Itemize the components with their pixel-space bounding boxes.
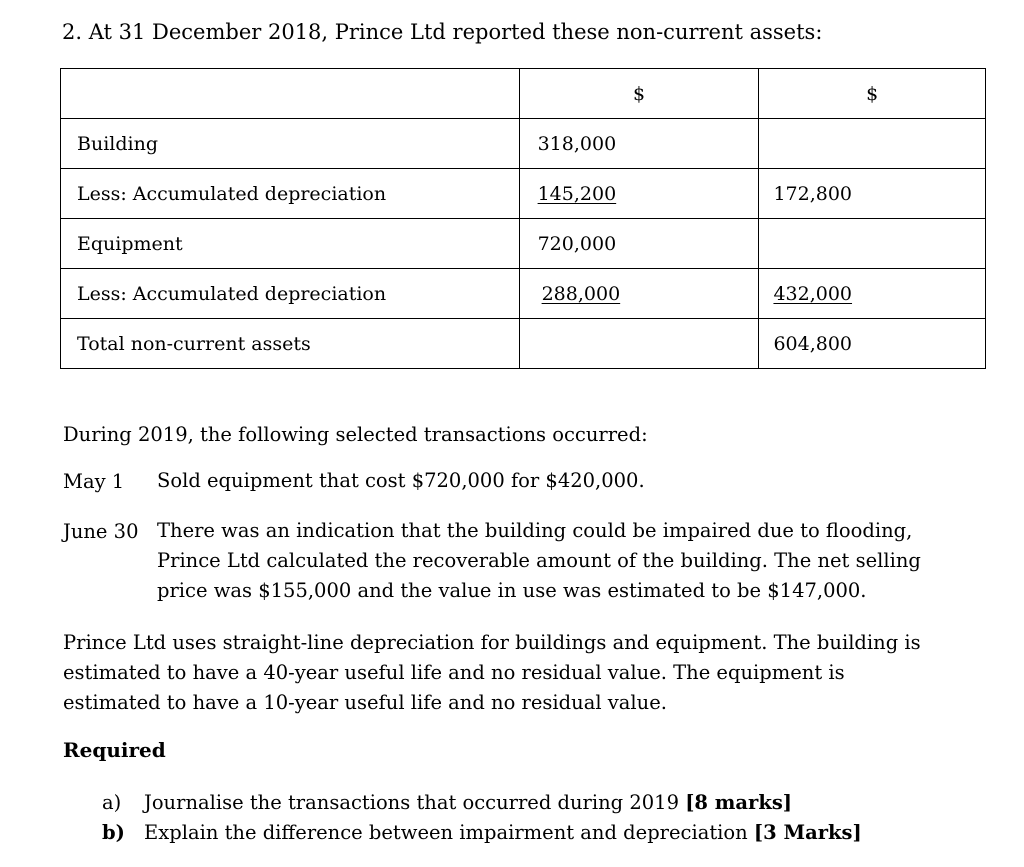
row-label: Equipment [61, 219, 520, 269]
row-col1-value: 145,200 [537, 182, 617, 205]
row-col2-value [759, 119, 986, 169]
required-item-text: Explain the difference between impairment and depreciation [144, 821, 748, 844]
policy-line: estimated to have a 10-year useful life and no residual value. [63, 691, 667, 714]
table-header-row [61, 69, 986, 119]
row-col2-value [759, 219, 986, 269]
required-item-text: Journalise the transactions that occurred during 2019 [144, 791, 679, 814]
required-item-letter: a) [102, 791, 122, 814]
header-label-cell [61, 69, 520, 119]
transactions-intro: During 2019, the following selected transactions occurred: [63, 423, 648, 446]
row-label: Building [61, 119, 520, 169]
transaction-line: Prince Ltd calculated the recoverable amount of the building. The net selling [157, 549, 921, 572]
policy-line: Prince Ltd uses straight-line depreciation for buildings and equipment. The building is [63, 631, 921, 654]
row-col2-value: 432,000 [773, 282, 853, 305]
header-col2-currency: $ [759, 69, 986, 119]
transaction-date-june: June 30 [63, 520, 139, 543]
table-row-building [61, 119, 986, 169]
table-row-equipment-accum-dep [61, 269, 986, 319]
transaction-date-may: May 1 [63, 470, 125, 493]
required-item-b [102, 818, 862, 848]
required-list [102, 788, 862, 848]
depreciation-policy [63, 628, 921, 718]
row-label: Total non-current assets [61, 319, 520, 369]
row-col2-value: 172,800 [759, 169, 986, 219]
table-row-equipment [61, 219, 986, 269]
transaction-line: There was an indication that the building could be impaired due to flooding, [157, 519, 913, 542]
required-item-marks: [8 marks] [685, 791, 793, 814]
required-item-letter: b) [102, 821, 125, 844]
row-col1-value: 720,000 [519, 219, 759, 269]
row-col1-value-cell [519, 169, 759, 219]
non-current-assets-table [60, 68, 986, 369]
transaction-line: price was $155,000 and the value in use was estimated to be $147,000. [157, 579, 867, 602]
policy-line: estimated to have a 40-year useful life and no residual value. The equipment is [63, 661, 845, 684]
row-col1-value: 288,000 [541, 282, 621, 305]
question-title: 2. At 31 December 2018, Prince Ltd reported these non-current assets: [62, 20, 823, 44]
required-heading: Required [63, 738, 166, 762]
transaction-line: Sold equipment that cost $720,000 for $420,000. [157, 469, 645, 492]
row-label: Less: Accumulated depreciation [61, 269, 520, 319]
row-label: Less: Accumulated depreciation [61, 169, 520, 219]
row-col1-value-cell [519, 269, 759, 319]
table-row-total [61, 319, 986, 369]
row-col1-value [519, 319, 759, 369]
row-col2-value-cell [759, 269, 986, 319]
transaction-desc-may [157, 466, 645, 496]
row-col2-value: 604,800 [759, 319, 986, 369]
header-col1-currency: $ [519, 69, 759, 119]
required-item-a [102, 788, 862, 818]
required-item-marks: [3 Marks] [753, 821, 862, 844]
transaction-desc-june [157, 516, 921, 606]
table-row-building-accum-dep [61, 169, 986, 219]
row-col1-value: 318,000 [519, 119, 759, 169]
